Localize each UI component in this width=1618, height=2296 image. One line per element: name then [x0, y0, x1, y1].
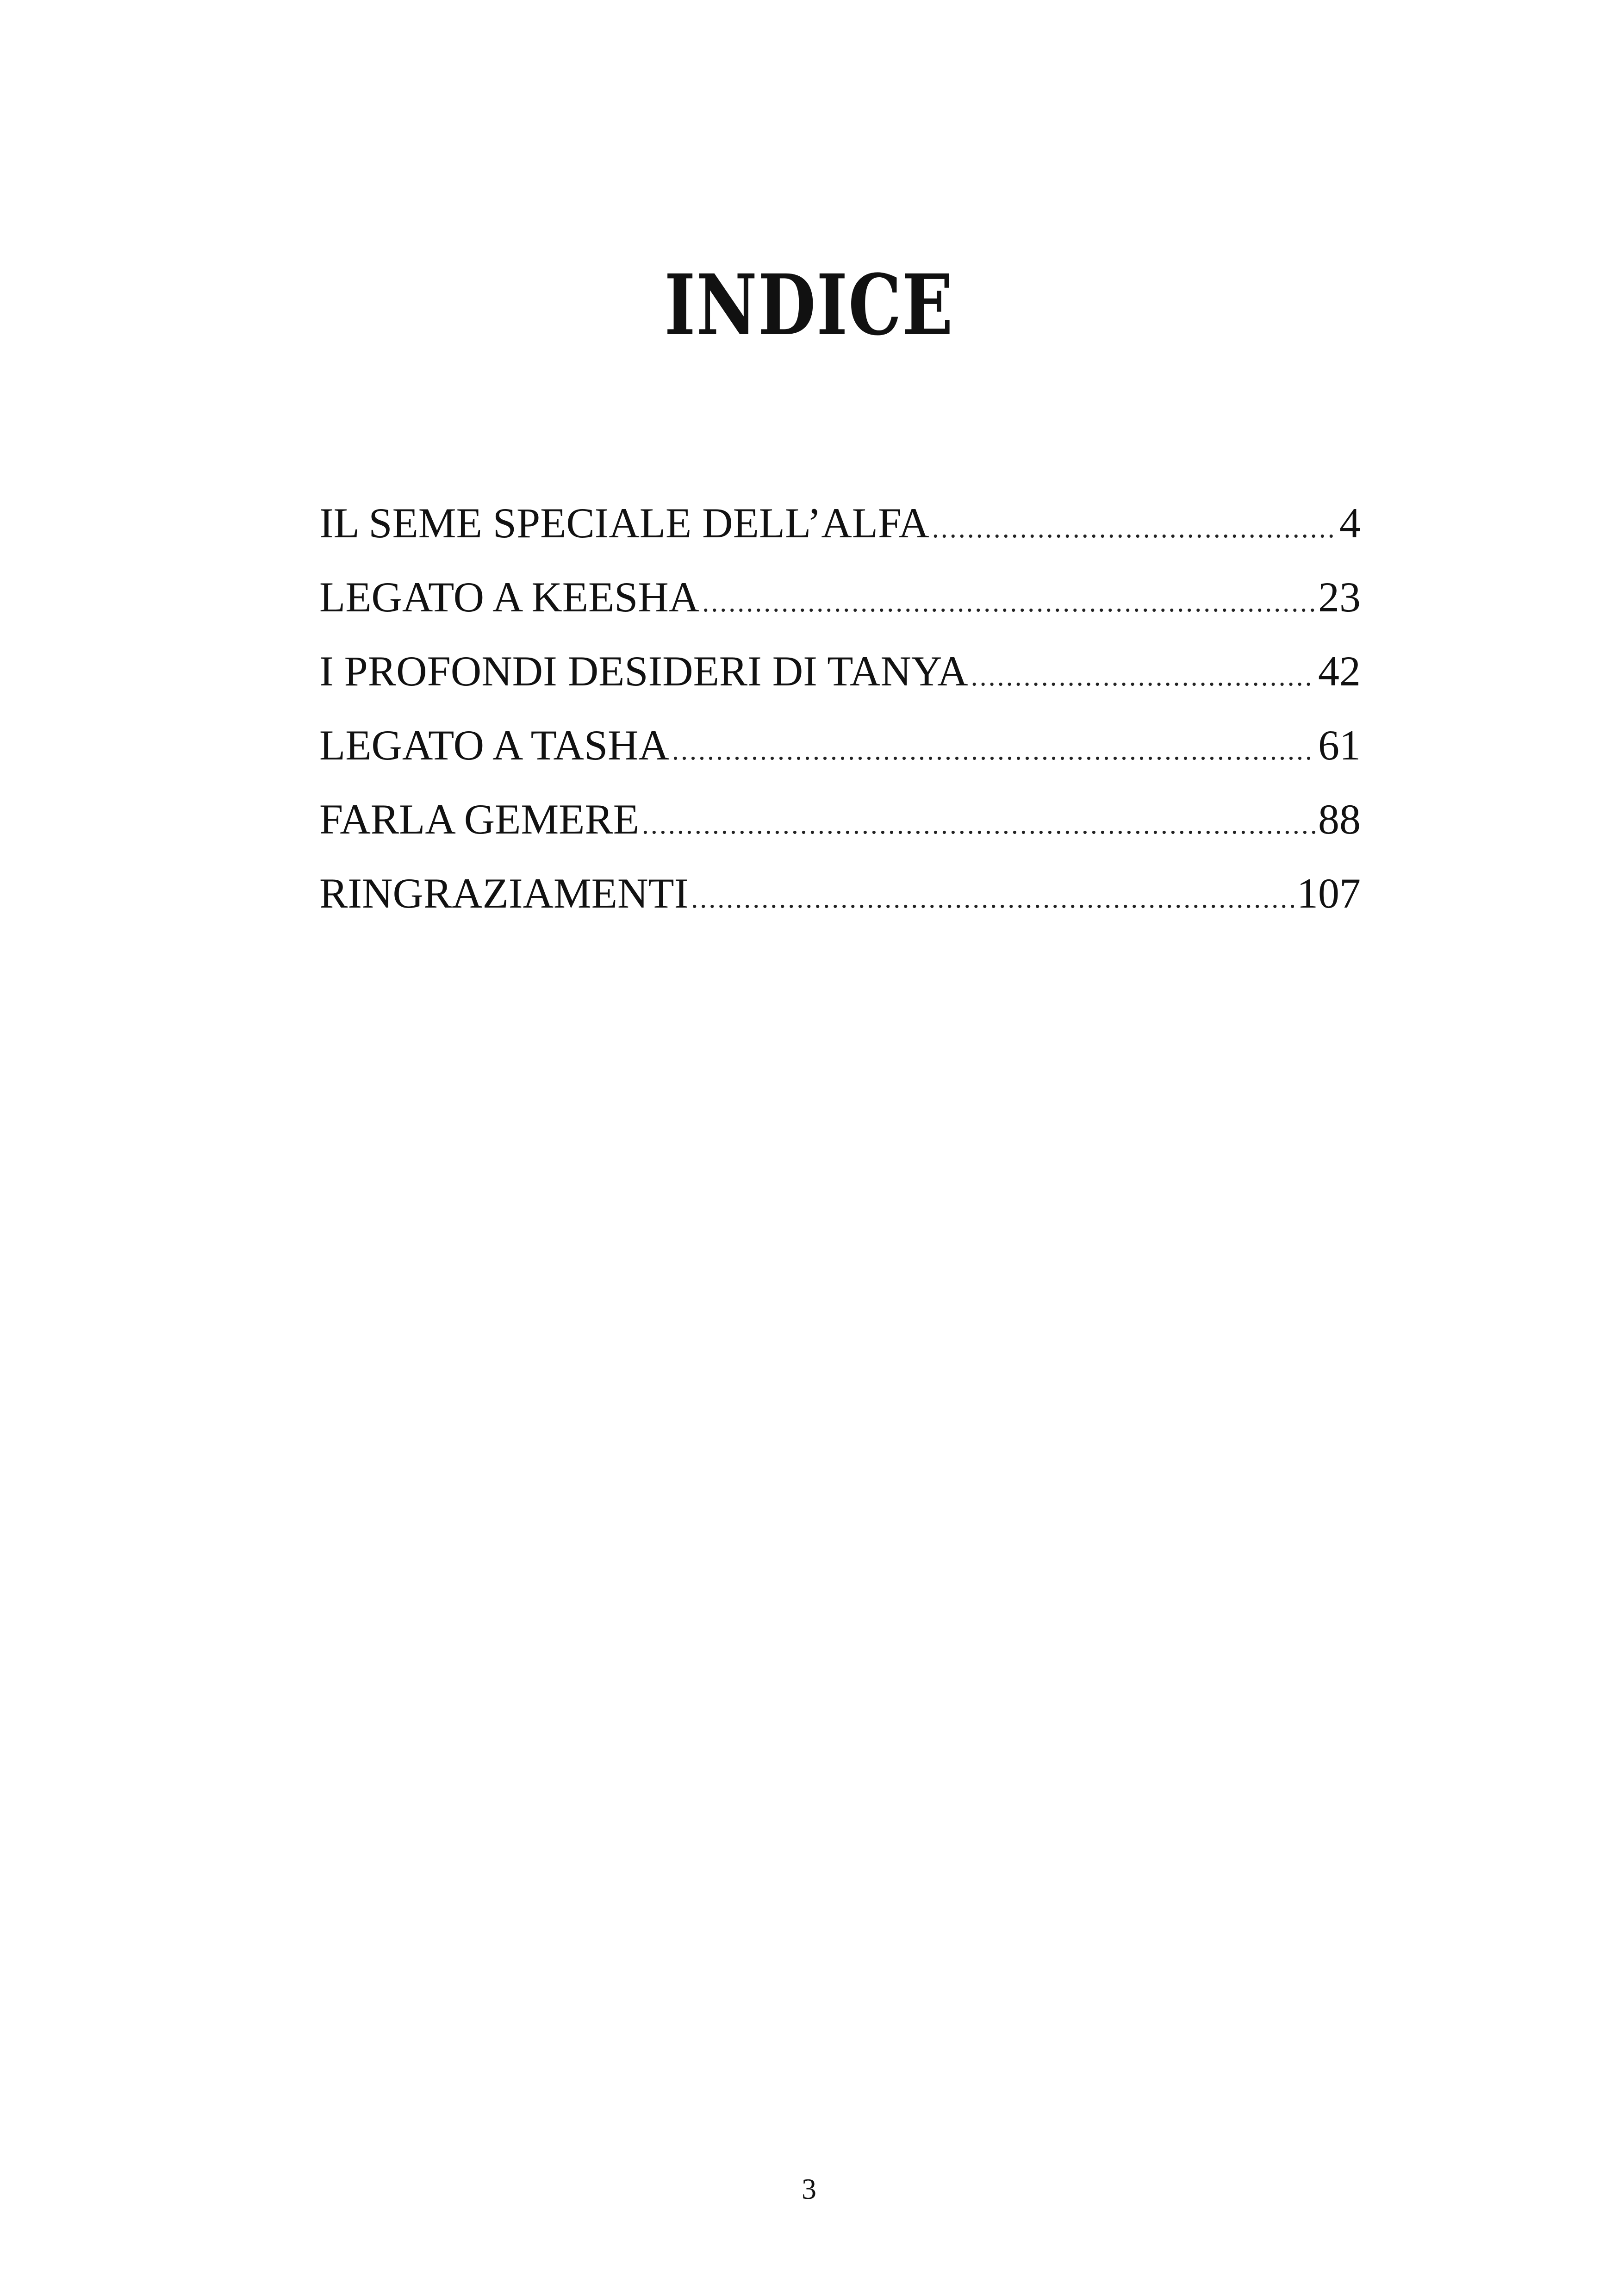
toc-entry[interactable] [319, 870, 1361, 916]
toc-entry-page: 23 [1318, 574, 1361, 620]
toc-entry-title: I PROFONDI DESIDERI DI TANYA [319, 648, 968, 694]
toc-entry-title: FARLA GEMERE [319, 796, 639, 842]
toc-entry-title: LEGATO A TASHA [319, 722, 669, 768]
toc-leader-dots [642, 801, 1315, 842]
toc-leader-dots [691, 875, 1294, 916]
toc-entry-page: 61 [1318, 722, 1361, 768]
toc-entry[interactable] [319, 722, 1361, 768]
toc-entry[interactable] [319, 500, 1361, 546]
toc-leader-dots [672, 727, 1315, 768]
toc-entry-title: RINGRAZIAMENTI [319, 870, 689, 916]
toc-leader-dots [932, 505, 1337, 546]
toc-entry[interactable] [319, 648, 1361, 694]
toc-entry-page: 107 [1297, 870, 1361, 916]
toc-entry-title: LEGATO A KEESHA [319, 574, 700, 620]
toc-entry-page: 4 [1339, 500, 1361, 546]
page-title: INDICE [664, 256, 954, 354]
page-number: 3 [802, 2172, 816, 2205]
toc-entry-page: 88 [1318, 796, 1361, 842]
toc-entry[interactable] [319, 796, 1361, 842]
toc-entry[interactable] [319, 574, 1361, 620]
toc-entry-page: 42 [1318, 648, 1361, 694]
toc-leader-dots [702, 579, 1315, 620]
toc-entry-title: IL SEME SPECIALE DELL’ALFA [319, 500, 929, 546]
toc-leader-dots [971, 653, 1315, 694]
table-of-contents [319, 500, 1361, 916]
